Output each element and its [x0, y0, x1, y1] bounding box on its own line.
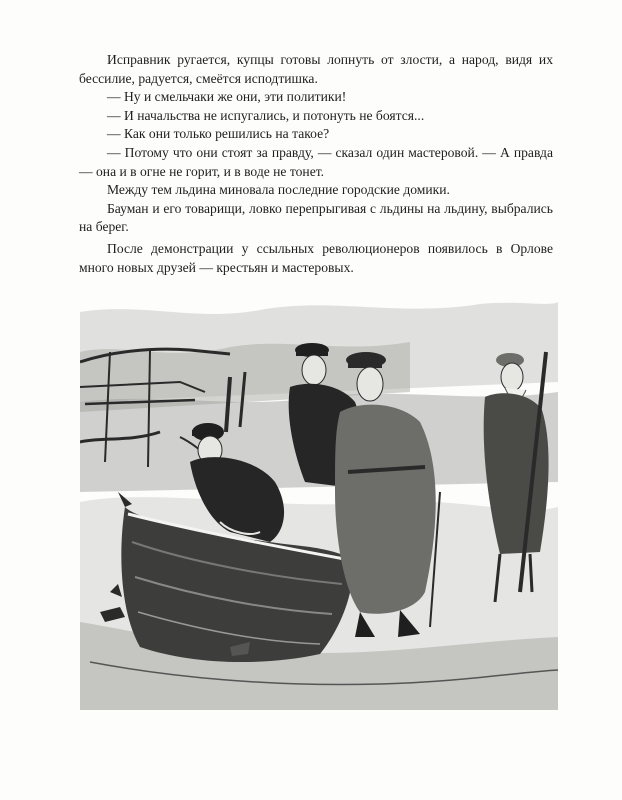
- paragraph: Между тем льдина миновала последние городские домики.: [107, 182, 450, 198]
- paragraph: — И начальства не испугались, и потонуть не боятся...: [107, 107, 425, 123]
- paragraph: Исправник ругается, купцы готовы лопнуть от злости, а народ, видя их бессилие, радуется, смеётся исподтишка.: [79, 52, 553, 86]
- paragraph: — Потому что они стоят за правду, — сказал один мастеровой. — А правда — она и в огне не горит, и в воде не тонет.: [79, 144, 553, 179]
- text-body: [79, 51, 553, 277]
- paragraph: — Ну и смельчаки же они, эти политики!: [107, 89, 347, 105]
- boat-illustration: [80, 292, 558, 710]
- paragraph: Бауман и его товарищи, ловко перепрыгивая с льдины на льдину, выбрались на берег.: [79, 200, 553, 235]
- paragraph: После демонстрации у ссыльных революционеров появилось в Орлове много новых друзей — крестьян и мастеровых.: [79, 240, 553, 275]
- paragraph: — Как они только решились на такое?: [107, 126, 330, 142]
